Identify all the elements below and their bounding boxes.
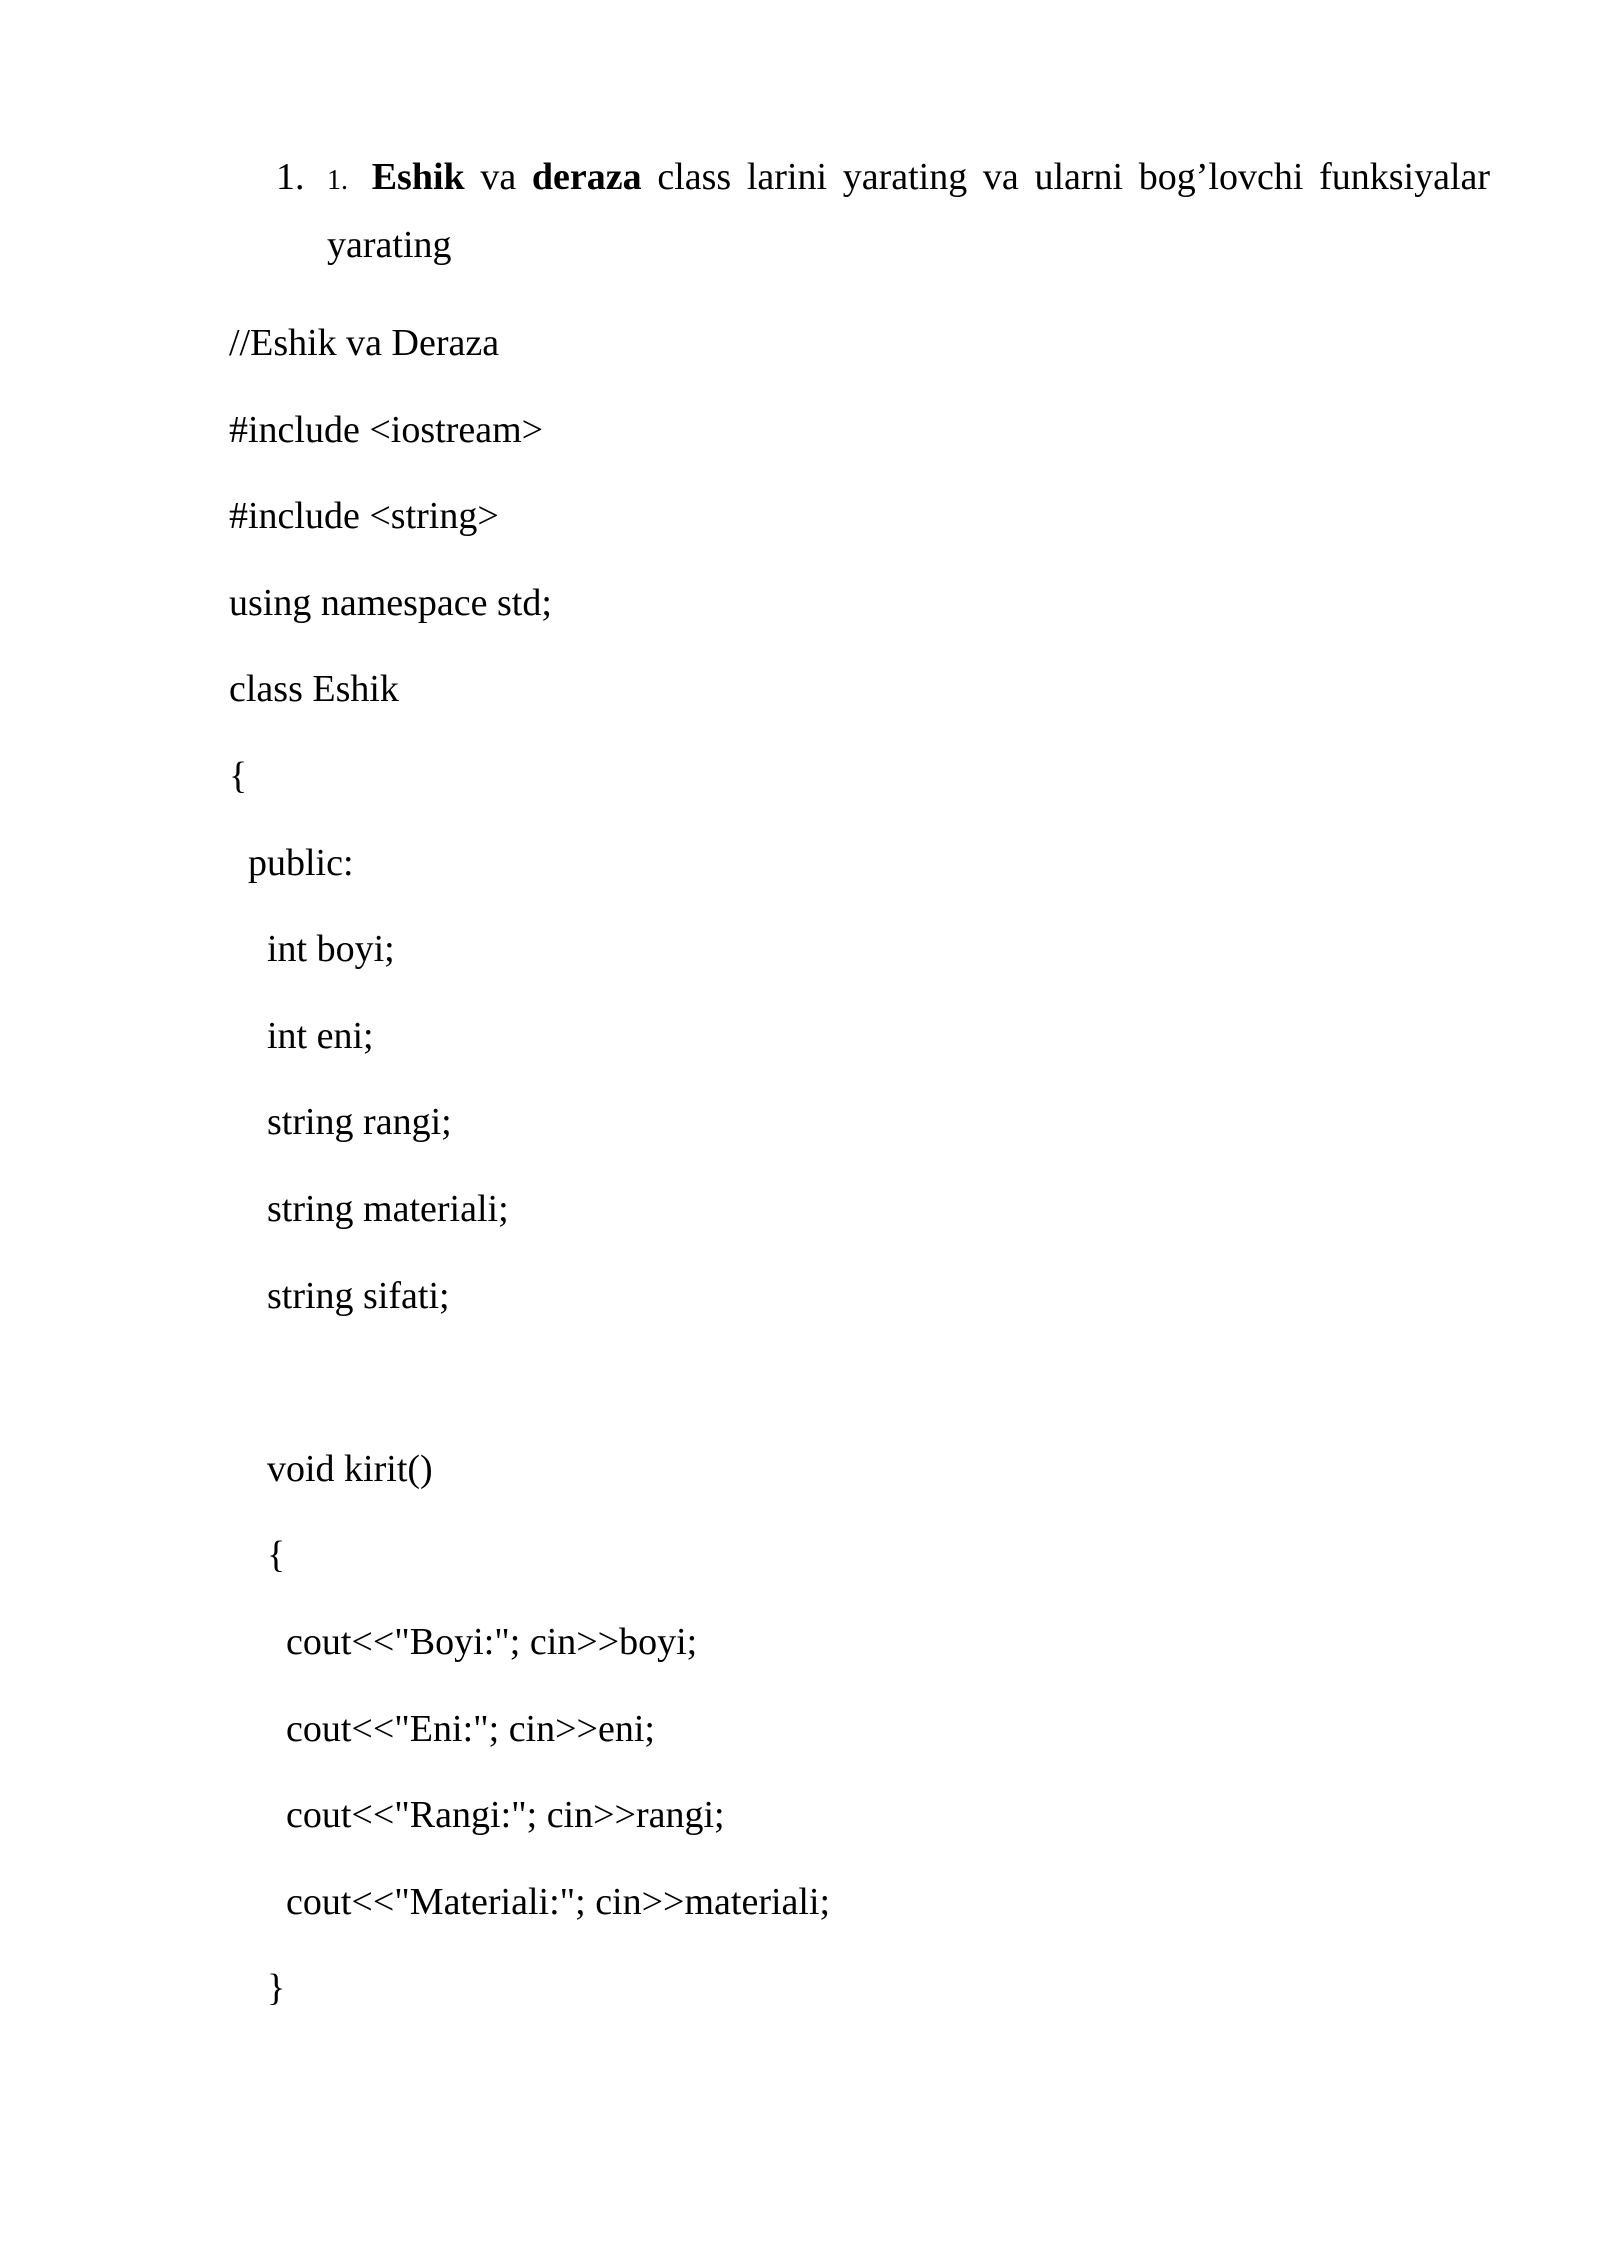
code-line: int eni; [229,1014,374,1057]
task-text [327,145,1490,277]
code-line: int boyi; [229,928,395,971]
code-line: cout<<"Materiali:"; cin>>materiali; [229,1880,831,1923]
list-number: 1. [276,156,305,198]
code-line: void kirit() [229,1447,433,1490]
code-line: string rangi; [229,1101,452,1144]
task-description: class larini yarating va ularni bog’lovchi funksiyalar yarating [327,156,1491,266]
code-line-blank [229,1339,830,1426]
code-line: cout<<"Boyi:"; cin>>boyi; [229,1620,698,1663]
code-line: string materiali; [229,1187,509,1230]
code-line: cout<<"Eni:"; cin>>eni; [229,1707,655,1750]
code-block [229,300,830,2032]
keyword-eshik: Eshik [371,156,465,198]
conjunction: va [480,156,517,198]
code-line: { [229,1534,286,1577]
inner-number: 1. [327,165,348,196]
code-line: cout<<"Rangi:"; cin>>rangi; [229,1794,725,1837]
code-line: { [229,754,248,797]
code-line: class Eshik [229,668,399,711]
task-heading [276,145,1490,277]
code-line: string sifati; [229,1274,450,1317]
code-line: #include <iostream> [229,408,544,451]
keyword-deraza: deraza [531,156,642,198]
code-line: //Eshik va Deraza [229,322,500,364]
code-line: } [229,1967,286,2010]
code-line: #include <string> [229,495,499,538]
code-line: using namespace std; [229,581,552,624]
code-line: public: [229,841,354,884]
